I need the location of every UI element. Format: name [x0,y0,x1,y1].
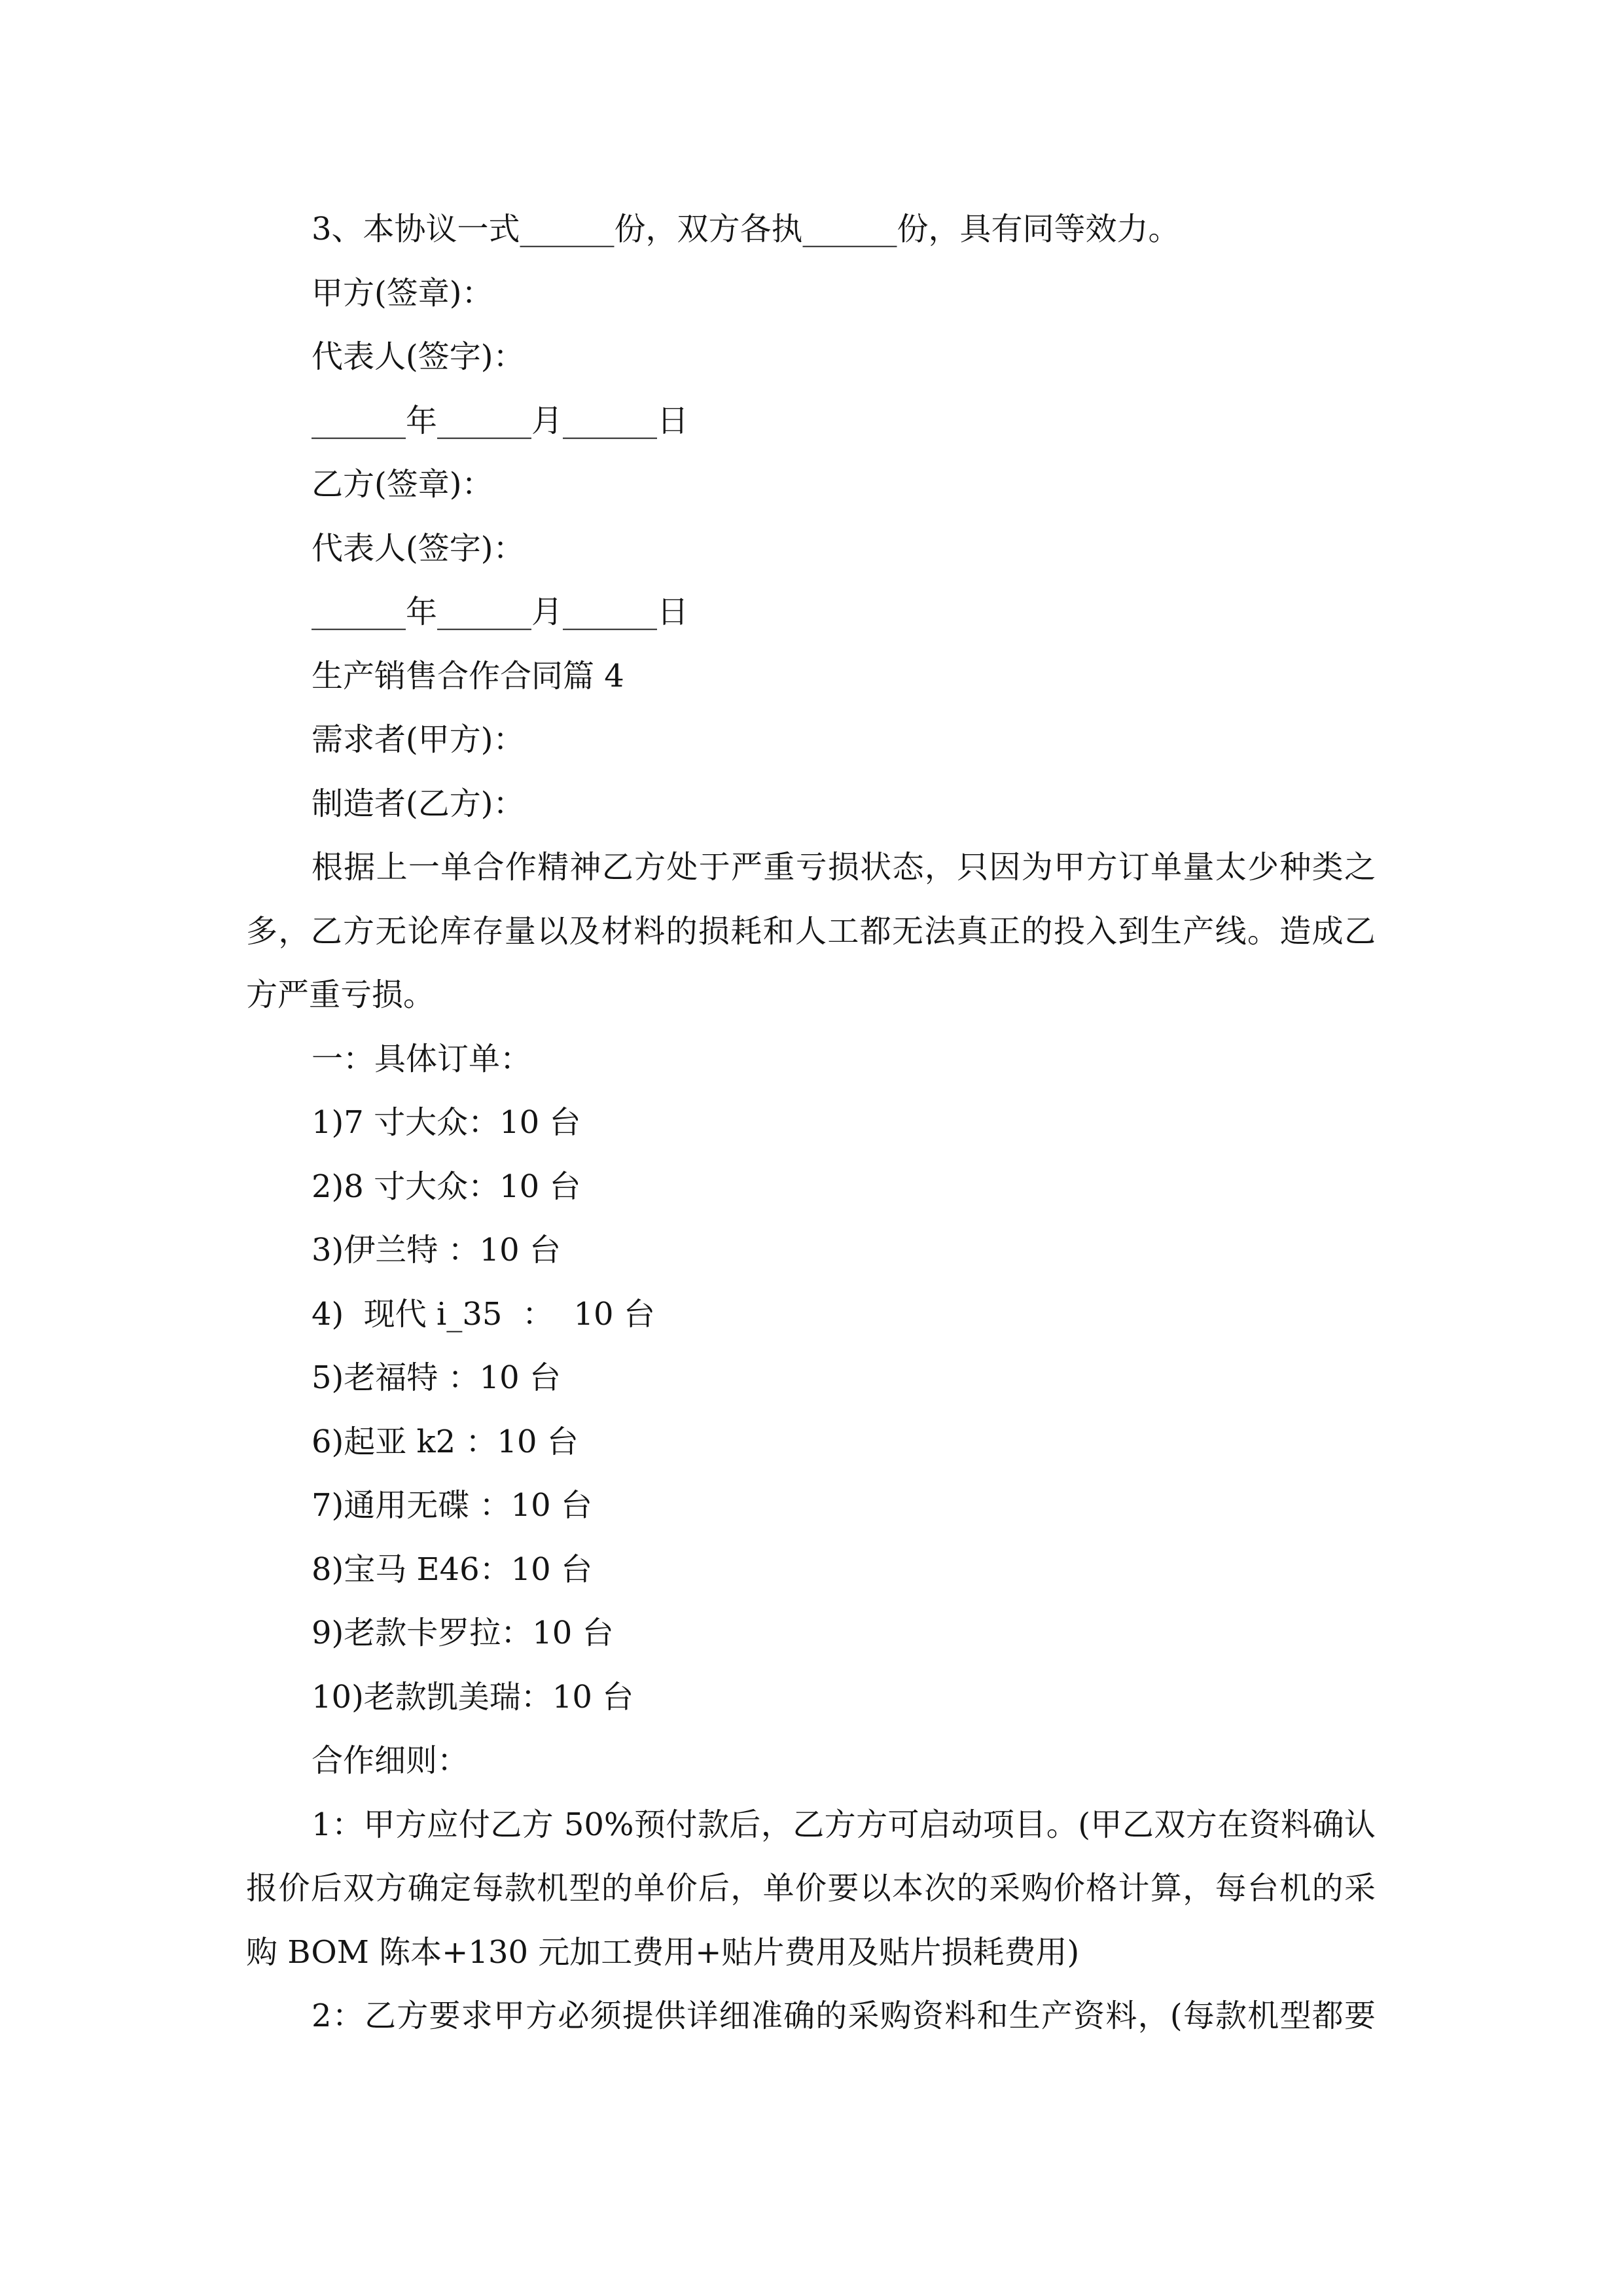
order-item: 2)8 寸大众：10 台 [312,1168,581,1205]
order-item: 3)伊兰特 ：10 台 [312,1232,561,1268]
terms-line: 报价后双方确定每款机型的单价后，单价要以本次的采购价格计算，每台机的采 [246,1870,1376,1907]
order-item: 9)老款卡罗拉：10 台 [312,1615,614,1651]
order-item: 10)老款凯美瑞：10 台 [312,1678,634,1715]
preamble-line: 多，乙方无论库存量以及材料的损耗和人工都无法真正的投入到生产线。造成乙 [246,912,1376,950]
document-body [246,198,1376,2049]
party-a-representative-label: 代表人(签字)： [312,338,525,375]
party-b-date-line: ______年______月______日 [312,594,689,630]
party-b-seal-label: 乙方(签章)： [312,466,493,503]
order-item: 8)宝马 E46：10 台 [312,1551,592,1588]
preamble-line: 方严重亏损。 [246,977,435,1013]
manufacturer-label: 制造者(乙方)： [312,785,525,822]
order-item: 6)起亚 k2 ：10 台 [312,1423,579,1460]
terms-heading: 合作细则： [312,1742,469,1779]
order-heading: 一：具体订单： [312,1040,532,1077]
order-item: 5)老福特 ：10 台 [312,1359,561,1396]
party-a-seal-label: 甲方(签章)： [312,274,493,312]
copies-clause: 3、本协议一式______份，双方各执______份，具有同等效力。 [312,211,1180,247]
terms-line: 2：乙方要求甲方必须提供详细准确的采购资料和生产资料，(每款机型都要 [312,1998,1376,2034]
contract-title: 生产销售合作合同篇 4 [312,657,624,694]
order-item: 1)7 寸大众：10 台 [312,1104,581,1141]
terms-line: 购 BOM 陈本+130 元加工费用+贴片费用及贴片损耗费用) [246,1933,1080,1971]
party-b-representative-label: 代表人(签字)： [312,529,525,567]
demander-label: 需求者(甲方)： [312,721,525,758]
terms-line: 1：甲方应付乙方 50%预付款后，乙方方可启动项目。(甲乙双方在资料确认 [312,1806,1376,1843]
party-a-date-line: ______年______月______日 [312,402,689,439]
order-item: 4) 现代 i_35 ： 10 台 [312,1295,655,1333]
order-item: 7)通用无碟 ：10 台 [312,1487,592,1524]
preamble-line: 根据上一单合作精神乙方处于严重亏损状态，只因为甲方订单量太少种类之 [312,849,1376,886]
